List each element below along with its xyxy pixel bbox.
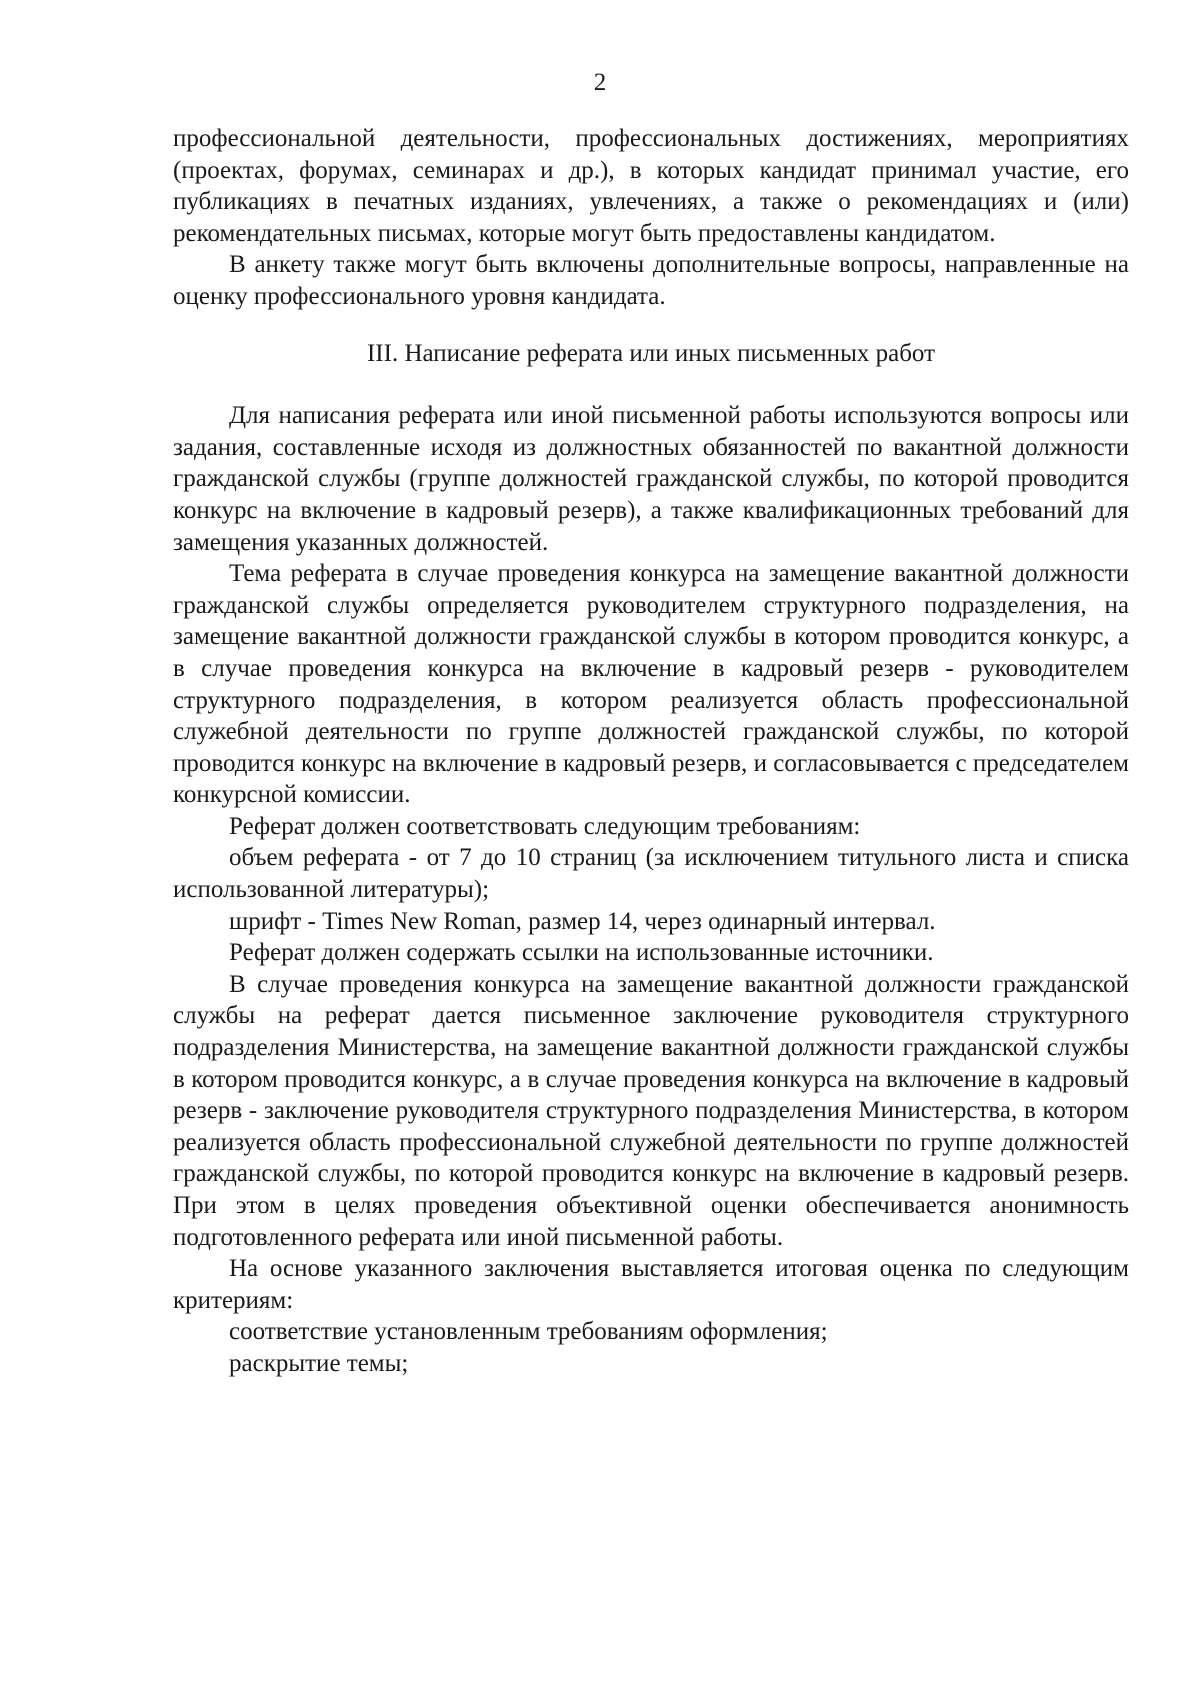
paragraph-essay-topic: Тема реферата в случае проведения конкурса на замещение вакантной должности гражданской службы определяется руководителем структурного подразделения, на замещение вакантной должности гражданской службы в котором проводится конкурс, а в случае проведения конкурса на включение в кадровый резерв - руководителем структурного подразделения, в котором реализуется область профессиональной служебной деятельности по группе должностей гражданской службы, по которой проводится конкурс на включение в кадровый резерв, и согласовывается с председателем конкурсной комиссии. (173, 560, 1129, 809)
paragraph-criterion-topic: раскрытие темы; (229, 1349, 409, 1377)
paragraph-requirement-volume: объем реферата - от 7 до 10 страниц (за исключением титульного листа и списка использованной литературы); (173, 844, 1129, 904)
paragraph-questions-source: Для написания реферата или иной письменной работы используются вопросы или задания, составленные исходя из должностных обязанностей по вакантной должности гражданской службы (группе должностей гражданской службы, по которой проводится конкурс на включение в кадровый резерв), а также квалификационных требований для замещения указанных должностей. (173, 402, 1129, 556)
paragraph-requirements-intro: Реферат должен соответствовать следующим требованиям: (229, 812, 861, 840)
paragraph-criterion-formatting: соответствие установленным требованиям оформления; (229, 1318, 828, 1346)
paragraph-requirement-font: шрифт - Times New Roman, размер 14, через одинарный интервал. (229, 907, 936, 935)
paragraph-additional-questions: В анкету также могут быть включены дополнительные вопросы, направленные на оценку профессионального уровня кандидата. (173, 251, 1129, 310)
paragraph-requirement-references: Реферат должен содержать ссылки на использованные источники. (229, 939, 934, 967)
paragraph-conclusion: В случае проведения конкурса на замещение вакантной должности гражданской службы на реферат дается письменное заключение руководителя структурного подразделения Министерства, на замещение вакантной должности гражданской службы в котором проводится конкурс, а в случае проведения конкурса на включение в кадровый резерв - заключение руководителя структурного подразделения Министерства, в котором реализуется область профессиональной служебной деятельности по группе должностей гражданской службы, по которой проводится конкурс на включение в кадровый резерв. При этом в целях проведения объективной оценки обеспечивается анонимность подготовленного реферата или иной письменной работы. (173, 970, 1129, 1251)
section-heading: III. Написание реферата или иных письменных работ (366, 339, 936, 367)
paragraph-continuation: профессиональной деятельности, профессиональных достижениях, мероприятиях (проектах, форумах, семинарах и др.), в которых кандидат принимал участие, его публикациях в печатных изданиях, увлечениях, а также о рекомендациях и (или) рекомендательных письмах, которые могут быть предоставлены кандидатом. (173, 125, 1129, 247)
page-number: 2 (593, 69, 607, 96)
document-body (173, 123, 1129, 1380)
paragraph-criteria-intro: На основе указанного заключения выставляется итоговая оценка по следующим критериям: (173, 1255, 1129, 1314)
